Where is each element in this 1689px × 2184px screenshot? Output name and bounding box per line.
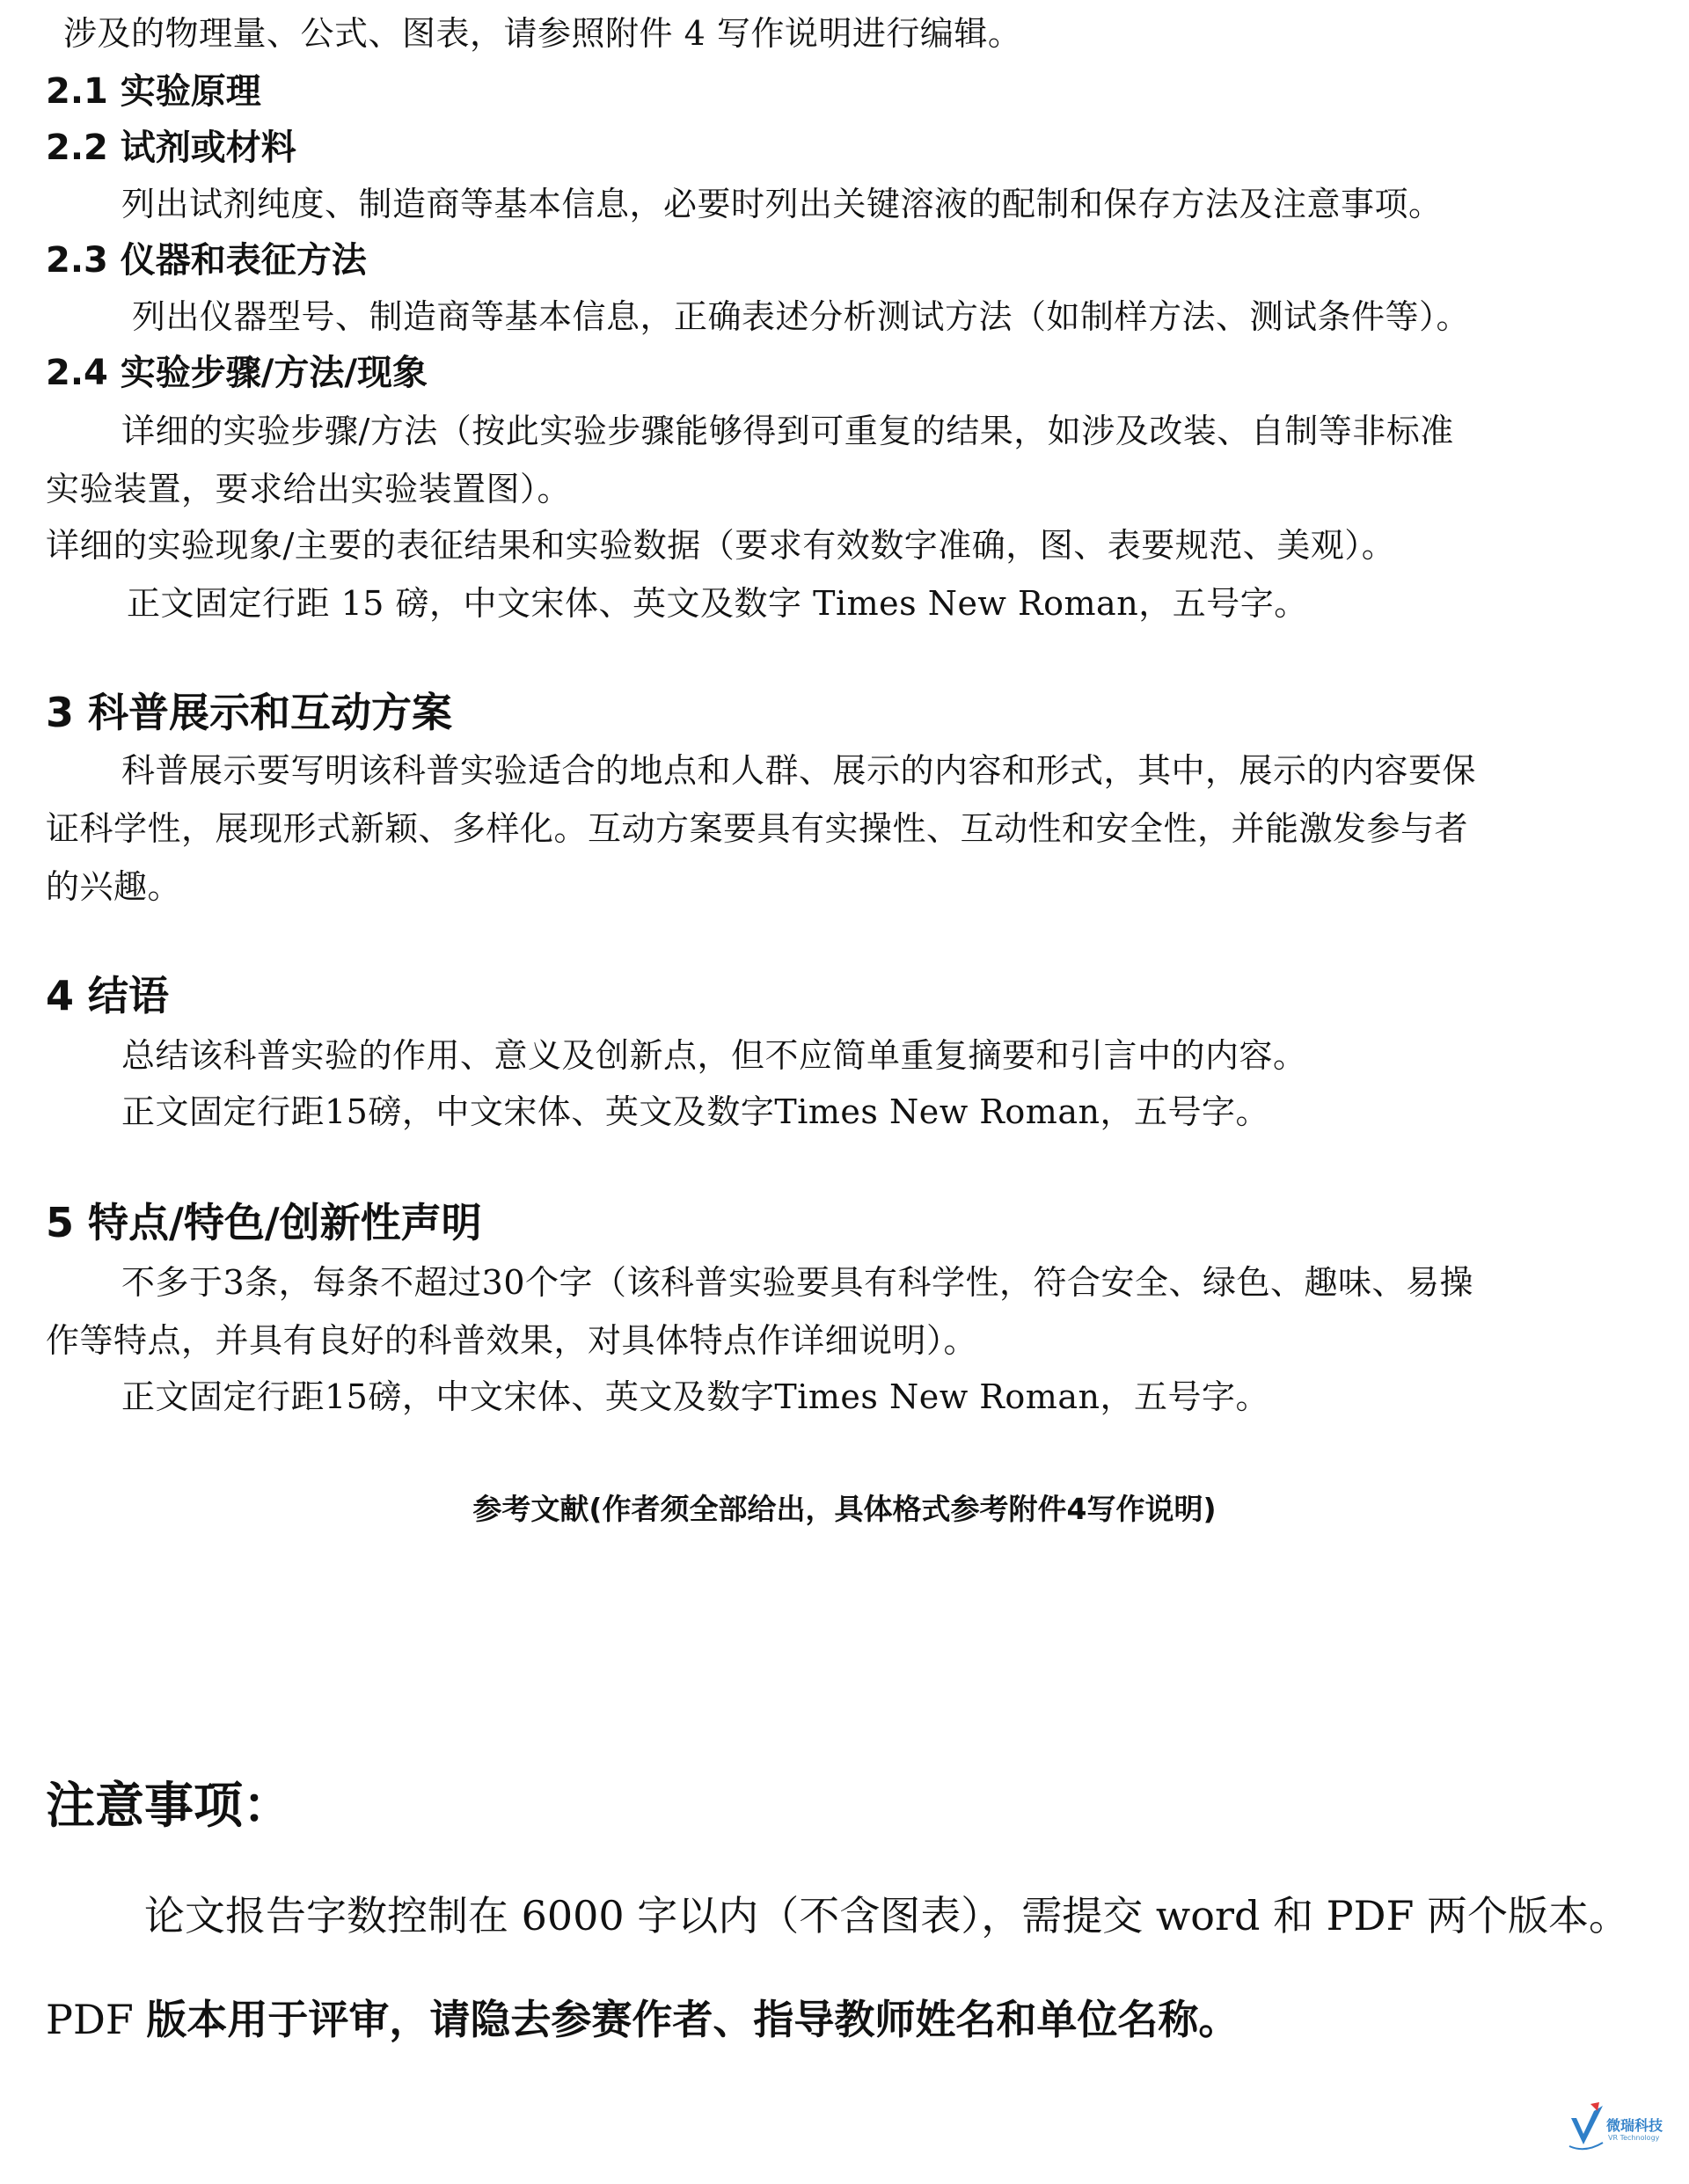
notice-line2-rest: 版本用于评审，请隐去参赛作者、指导教师姓名和单位名称。 bbox=[146, 1996, 1239, 2043]
text-2-2: 列出试剂纯度、制造商等基本信息，必要时列出关键溶液的配制和保存方法及注意事项。 bbox=[121, 185, 1443, 223]
text-5-line3: 正文固定行距15磅，中文宋体、英文及数字Times New Roman，五号字。 bbox=[121, 1377, 1269, 1416]
notice-title: 注意事项： bbox=[46, 1778, 292, 1835]
text-2-4-line3: 详细的实验现象/主要的表征结果和实验数据（要求有效数字准确，图、表要规范、美观）。 bbox=[46, 526, 1396, 565]
notice-line2 bbox=[46, 1995, 1239, 2044]
logo-name: 微瑞科技 bbox=[1606, 2117, 1663, 2134]
text-2-4-line4: 正文固定行距 15 磅，中文宋体、英文及数字 Times New Roman，五号字。 bbox=[127, 584, 1308, 623]
text-4-line2: 正文固定行距15磅，中文宋体、英文及数字Times New Roman，五号字。 bbox=[121, 1092, 1269, 1131]
notice-line2-prefix: PDF bbox=[46, 1996, 147, 2043]
text-2-4-line1: 详细的实验步骤/方法（按此实验步骤能够得到可重复的结果，如涉及改装、自制等非标准 bbox=[121, 412, 1454, 450]
text-3-line1: 科普展示要写明该科普实验适合的地点和人群、展示的内容和形式，其中，展示的内容要保 bbox=[121, 751, 1477, 790]
heading-2-4: 2.4 实验步骤/方法/现象 bbox=[46, 353, 428, 393]
text-3-line2: 证科学性，展现形式新颖、多样化。互动方案要具有实操性、互动性和安全性，并能激发参与者 bbox=[46, 809, 1469, 848]
heading-5: 5 特点/特色/创新性声明 bbox=[46, 1199, 482, 1246]
text-2-3: 列出仪器型号、制造商等基本信息，正确表述分析测试方法（如制样方法、测试条件等）。 bbox=[132, 297, 1471, 336]
references-heading: 参考文献(作者须全部给出，具体格式参考附件4写作说明) bbox=[472, 1492, 1217, 1526]
text-3-line3: 的兴趣。 bbox=[46, 867, 182, 906]
text-5-line2: 作等特点，并具有良好的科普效果，对具体特点作详细说明）。 bbox=[46, 1321, 978, 1360]
text-5-line1: 不多于3条，每条不超过30个字（该科普实验要具有科学性，符合安全、绿色、趣味、易操 bbox=[121, 1263, 1474, 1302]
heading-2-3: 2.3 仪器和表征方法 bbox=[46, 240, 367, 281]
logo-mark-icon bbox=[1568, 2099, 1606, 2155]
logo-subtitle: VR Technology bbox=[1608, 2134, 1660, 2142]
heading-2-1: 2.1 实验原理 bbox=[46, 71, 261, 112]
watermark-logo bbox=[1568, 2099, 1673, 2169]
notice-line1: 论文报告字数控制在 6000 字以内（不含图表），需提交 word 和 PDF 两个版本。 bbox=[144, 1892, 1630, 1939]
heading-3: 3 科普展示和互动方案 bbox=[46, 689, 453, 736]
text-2-4-line2: 实验装置，要求给出实验装置图）。 bbox=[46, 470, 572, 508]
heading-2-2: 2.2 试剂或材料 bbox=[46, 128, 296, 168]
heading-4: 4 结语 bbox=[46, 972, 170, 1019]
intro-line: 涉及的物理量、公式、图表，请参照附件 4 写作说明进行编辑。 bbox=[63, 14, 1022, 53]
text-4-line1: 总结该科普实验的作用、意义及创新点，但不应简单重复摘要和引言中的内容。 bbox=[121, 1036, 1307, 1075]
